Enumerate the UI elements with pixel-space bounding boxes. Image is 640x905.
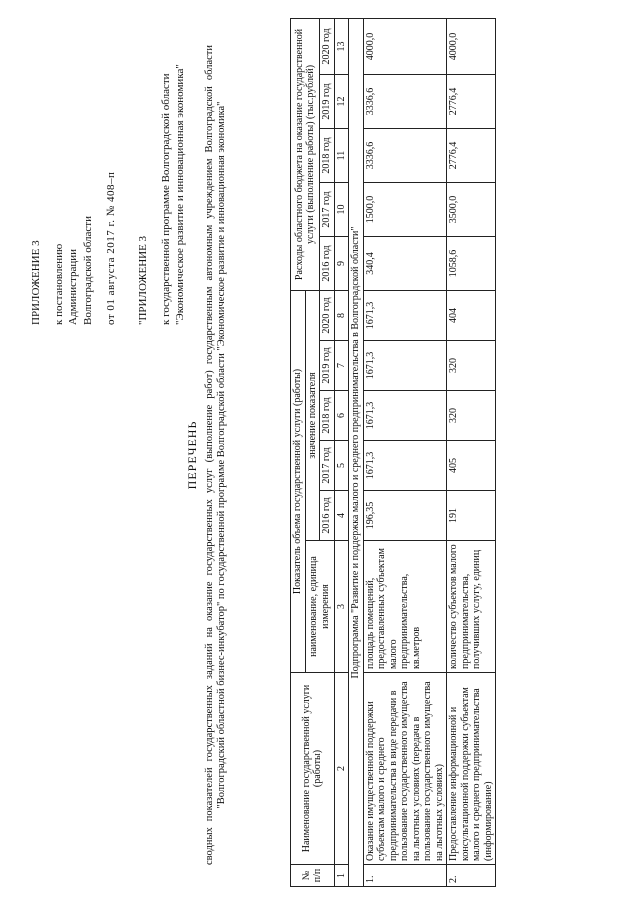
- column-number: 10: [334, 183, 349, 237]
- document-title-block: [186, 45, 229, 865]
- row-value: 1671,3: [363, 291, 447, 341]
- row-value: 320: [447, 391, 496, 441]
- budget-year-header: 2020 год: [320, 18, 335, 74]
- col-indicator-name-header: наименование, единица измерения: [305, 541, 334, 673]
- row-value: 405: [447, 441, 496, 491]
- row-indicator: количество субъектов малого предпринимательства, получивших услугу, единиц: [447, 541, 496, 673]
- row-value: 196,35: [363, 491, 447, 541]
- row-value: 1671,3: [363, 441, 447, 491]
- row-service: Предоставление информационной и консультационной поддержки субъектам малого и среднего предпринимательства (информирование): [447, 673, 496, 865]
- year-header: 2018 год: [320, 391, 335, 441]
- row-number: 1.: [363, 865, 447, 887]
- table-row: [363, 18, 447, 886]
- table-row: [447, 18, 496, 886]
- column-number: 7: [334, 341, 349, 391]
- row-budget: 4000,0: [363, 18, 447, 74]
- col-budget-group-header: Расходы областного бюджета на оказание государственной услуги (выполнение работы) (тыс.рублей): [291, 18, 320, 290]
- appendix-region: Волгоградской области: [81, 216, 94, 325]
- column-number: 3: [334, 541, 349, 673]
- appendix2-title: "ПРИЛОЖЕНИЕ 3: [137, 235, 150, 325]
- row-value: 320: [447, 341, 496, 391]
- row-value: 404: [447, 291, 496, 341]
- row-value: 1671,3: [363, 341, 447, 391]
- indicators-table: [290, 18, 496, 887]
- row-budget: 3336,6: [363, 75, 447, 129]
- row-budget: 4000,0: [447, 18, 496, 74]
- budget-year-header: 2016 год: [320, 237, 335, 291]
- row-budget: 2776,4: [447, 129, 496, 183]
- col-indicator-group-header: Показатель объема государственной услуги (работы): [291, 291, 306, 673]
- appendix-administration: Администрации: [67, 248, 80, 325]
- column-number: 9: [334, 237, 349, 291]
- row-value: 191: [447, 491, 496, 541]
- row-budget: 1058,6: [447, 237, 496, 291]
- appendix-header: [30, 25, 189, 325]
- column-number: 2: [334, 673, 349, 865]
- budget-year-header: 2017 год: [320, 183, 335, 237]
- col-service-header: Наименование государственной услуги (работы): [291, 673, 335, 865]
- column-number-row: [334, 18, 349, 886]
- row-budget: 1500,0: [363, 183, 447, 237]
- row-budget: 2776,4: [447, 75, 496, 129]
- col-num-header: № п/п: [291, 865, 335, 887]
- column-number: 12: [334, 75, 349, 129]
- row-indicator: площадь помещений, предоставленных субъектам малого предпринимательства, кв.метров: [363, 541, 447, 673]
- year-header: 2017 год: [320, 441, 335, 491]
- budget-year-header: 2018 год: [320, 129, 335, 183]
- program-line-1: к государственной программе Волгоградской области: [159, 73, 172, 325]
- row-budget: 340,4: [363, 237, 447, 291]
- document-subtitle: сводных показателей государственных заданий на оказание государственных услуг (выполнение работ) государственным автономным учреждением Волгоградской области "Волгоградский областной бизнес-инкубатор" по государственной программе Волгоградской области "Экономическое развитие и инновационная экономика": [203, 45, 228, 865]
- column-number: 1: [334, 865, 349, 887]
- year-header: 2016 год: [320, 491, 335, 541]
- col-indicator-value-header: значение показателя: [305, 291, 320, 541]
- row-budget: 3336,6: [363, 129, 447, 183]
- budget-year-header: 2019 год: [320, 75, 335, 129]
- row-budget: 3500,0: [447, 183, 496, 237]
- year-header: 2019 год: [320, 341, 335, 391]
- year-header: 2020 год: [320, 291, 335, 341]
- appendix-title: ПРИЛОЖЕНИЕ 3: [30, 240, 42, 325]
- program-line-2: "Экономическое развитие и инновационная экономика": [174, 64, 187, 325]
- column-number: 11: [334, 129, 349, 183]
- row-number: 2.: [447, 865, 496, 887]
- row-value: 1671,3: [363, 391, 447, 441]
- appendix-date-line: от 01 августа 2017 г. № 408–п: [104, 171, 117, 325]
- column-number: 13: [334, 18, 349, 74]
- document-heading: ПЕРЕЧЕНЬ: [185, 420, 199, 490]
- column-number: 4: [334, 491, 349, 541]
- column-number: 5: [334, 441, 349, 491]
- row-service: Оказание имущественной поддержки субъектам малого и среднего предпринимательства в виде передачи в пользование государственного имущества на льготных условиях (передача в пользование государственного имущества на льготных условиях): [363, 673, 447, 865]
- column-number: 6: [334, 391, 349, 441]
- subprogram-title: Подпрограмма "Развитие и поддержка малого и среднего предпринимательства в Волгоградской области": [349, 18, 364, 886]
- appendix-to-decree: к постановлению: [52, 243, 65, 325]
- column-number: 8: [334, 291, 349, 341]
